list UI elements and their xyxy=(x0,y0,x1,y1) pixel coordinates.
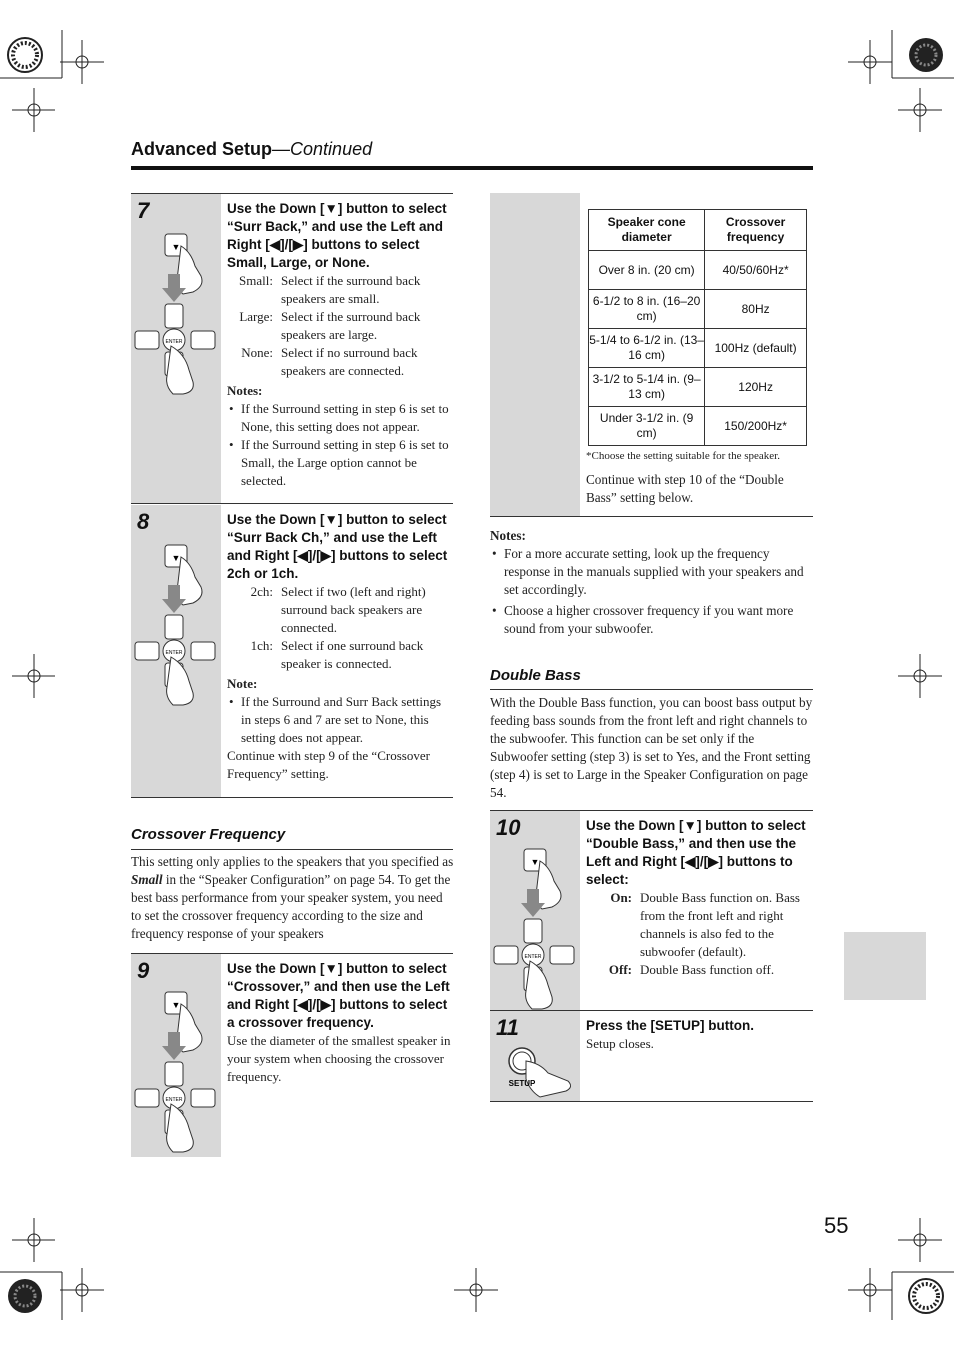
crossover-paragraph: This setting only applies to the speakers that you specified as Small in the “Speaker Configuration” on page 54. To get the best bass performance from your speaker system, you need to set the crossover frequency according to the size and frequency response of your speakers xyxy=(131,854,454,941)
step-8 xyxy=(131,505,453,798)
svg-text:▼: ▼ xyxy=(171,242,181,252)
table-row: Over 8 in. (20 cm) 40/50/60Hz* xyxy=(589,251,807,290)
step-9 xyxy=(131,953,453,1157)
remote-down-press-icon xyxy=(490,839,580,1039)
step-8-body xyxy=(227,511,453,783)
step-11-instruction: Press the [SETUP] button. xyxy=(586,1018,755,1033)
option-large: Large: Select if the surround back speakers are large. xyxy=(239,309,421,342)
step-10-number: 10 xyxy=(496,815,521,840)
remote-down-press-icon xyxy=(131,535,221,735)
svg-text:▼: ▼ xyxy=(171,553,181,563)
option-off: Off: Double Bass function off. xyxy=(608,962,775,977)
double-bass-title: Double Bass xyxy=(490,667,581,684)
step-9-number: 9 xyxy=(137,958,150,983)
step-11-number: 11 xyxy=(496,1015,519,1040)
step-9-body xyxy=(227,960,453,1086)
remote-down-press-icon xyxy=(131,982,221,1182)
option-none: None: Select if no surround back speakers are connected. xyxy=(241,345,418,378)
step-7-number: 7 xyxy=(137,198,150,223)
step-10 xyxy=(490,810,813,1011)
column-header-frequency: Crossover frequency xyxy=(705,210,807,251)
option-1ch: 1ch: Select if one surround back speaker is connected. xyxy=(250,638,424,671)
table-row: 6-1/2 to 8 in. (16–20 cm) 80Hz xyxy=(589,290,807,329)
double-bass-rule xyxy=(490,689,813,690)
list-item: • If the Surround setting in step 6 is set to Small, the Large option cannot be selected. xyxy=(227,436,453,490)
table-footnote: *Choose the setting suitable for the speaker. xyxy=(586,450,780,462)
table-row: 5-1/4 to 6-1/2 in. (13–16 cm) 100Hz (default) xyxy=(589,329,807,368)
double-bass-paragraph: With the Double Bass function, you can boost bass output by feeding bass sounds from the front left and right channels to the subwoofer. This function can be set only if the Subwoofer setting (step 3) is set to Yes, and the Front setting (step 4) is set to Large in the Speaker Configuration on page 54. xyxy=(490,695,813,800)
step-10-sidebar xyxy=(490,811,580,1010)
step-11 xyxy=(490,1011,813,1102)
right-notes xyxy=(490,525,814,638)
crossover-title: Crossover Frequency xyxy=(131,826,286,843)
step-8-notes xyxy=(227,693,453,747)
list-item: • If the Surround and Surr Back settings in steps 6 and 7 are set to None, this setting does not appear. xyxy=(227,693,453,747)
svg-text:ENTER: ENTER xyxy=(165,650,183,656)
step-7-notes-title: Notes: xyxy=(227,383,263,398)
page-number: 55 xyxy=(824,1213,849,1238)
page-header xyxy=(131,139,372,160)
step-11-sidebar xyxy=(490,1011,580,1101)
step-9-text: Use the diameter of the smallest speaker in your system when choosing the crossover frequency. xyxy=(227,1033,451,1084)
setup-button-icon xyxy=(490,1041,580,1101)
table-row: Under 3-1/2 in. (9 cm) 150/200Hz* xyxy=(589,407,807,446)
option-on: On: Double Bass function on. Bass from the front left and right channels is also fed to the subwoofer (default). xyxy=(610,890,800,959)
svg-text:ENTER: ENTER xyxy=(524,954,542,960)
svg-text:SETUP: SETUP xyxy=(508,1079,536,1088)
step-11-body xyxy=(586,1017,813,1053)
remote-down-press-icon xyxy=(131,224,221,424)
table-block-sidebar xyxy=(490,193,580,516)
column-header-diameter: Speaker cone diameter xyxy=(589,210,705,251)
step-10-instruction: Use the Down [▼] button to select “Double Bass,” and then use the Left and Right [◀]/[▶] buttons to select: xyxy=(586,818,806,887)
list-item: • If the Surround setting in step 6 is set to None, this setting does not appear. xyxy=(227,400,453,436)
step-11-text: Setup closes. xyxy=(586,1036,654,1051)
list-item: • Choose a higher crossover frequency if you want more sound from your subwoofer. xyxy=(490,602,814,638)
header-continued: —Continued xyxy=(272,139,373,159)
svg-text:▼: ▼ xyxy=(530,857,540,867)
step-7-instruction: Use the Down [▼] button to select “Surr Back,” and use the Left and Right [◀]/[▶] buttons to select Small, Large, or None. xyxy=(227,201,447,270)
step-8-instruction: Use the Down [▼] button to select “Surr Back Ch,” and use the Left and Right [◀]/[▶] buttons to select 2ch or 1ch. xyxy=(227,512,448,581)
step-9-instruction: Use the Down [▼] button to select “Crossover,” and then use the Left and Right [◀]/[▶] buttons to select a crossover frequency. xyxy=(227,961,450,1030)
svg-text:▼: ▼ xyxy=(171,1000,181,1010)
right-notes-title: Notes: xyxy=(490,528,526,543)
step-9-sidebar xyxy=(131,954,221,1157)
table-continue: Continue with step 10 of the “Double Bass” setting below. xyxy=(586,472,784,505)
crossover-rule xyxy=(131,849,453,850)
step-8-continue: Continue with step 9 of the “Crossover Frequency” setting. xyxy=(227,748,430,781)
step-10-body xyxy=(586,817,813,979)
svg-text:ENTER: ENTER xyxy=(165,339,183,345)
header-title: Advanced Setup xyxy=(131,139,273,159)
step-7-sidebar xyxy=(131,194,221,503)
step-7-body xyxy=(227,200,453,490)
step-8-number: 8 xyxy=(137,509,150,534)
header-rule xyxy=(131,166,813,170)
section-tab xyxy=(844,932,926,1000)
step-8-note-title: Note: xyxy=(227,676,258,691)
option-small: Small: Select if the surround back speakers are small. xyxy=(239,273,421,306)
crossover-table xyxy=(588,209,807,446)
step-7 xyxy=(131,193,453,504)
step-8-sidebar xyxy=(131,505,221,797)
table-header-row xyxy=(589,210,807,251)
table-row: 3-1/2 to 5-1/4 in. (9–13 cm) 120Hz xyxy=(589,368,807,407)
list-item: • For a more accurate setting, look up the frequency response in the manuals supplied with your speakers and set accordingly. xyxy=(490,545,814,599)
option-2ch: 2ch: Select if two (left and right) surround back speakers are connected. xyxy=(250,584,426,635)
step-7-notes xyxy=(227,400,453,490)
svg-text:ENTER: ENTER xyxy=(165,1097,183,1103)
